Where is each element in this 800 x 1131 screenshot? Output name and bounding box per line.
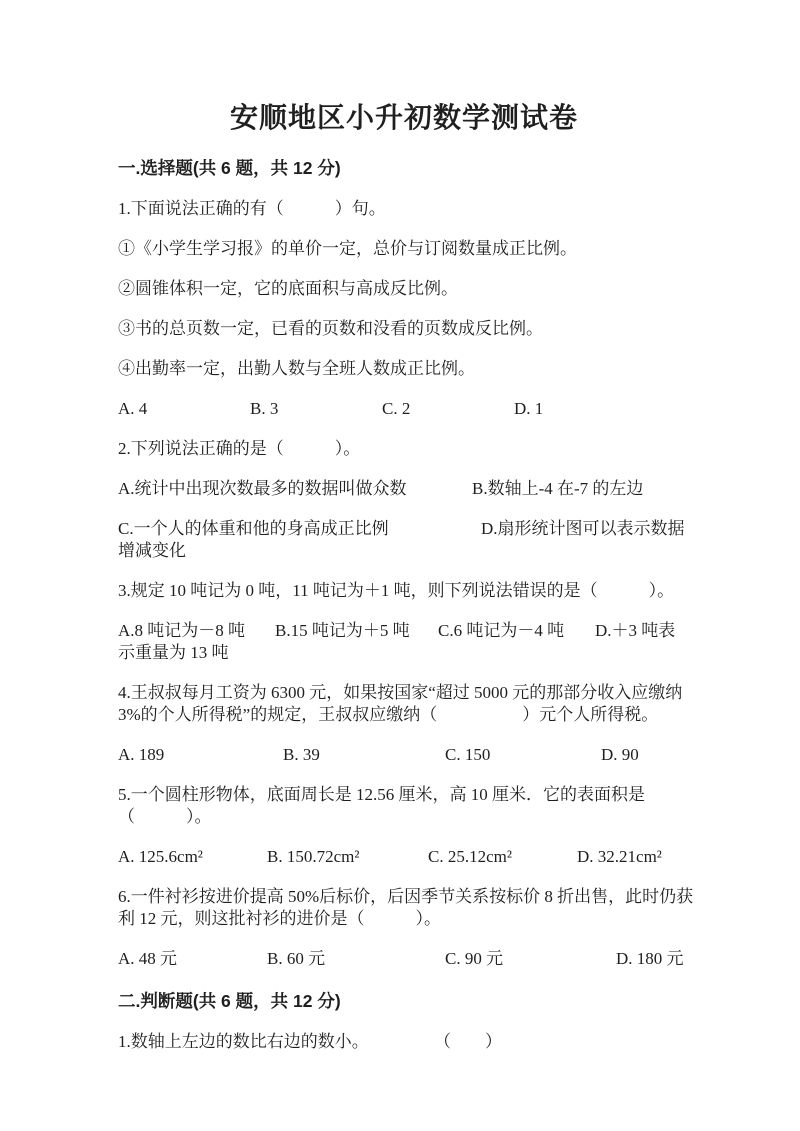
question-3-option-d-wrap: 示重量为 13 吨 [118, 643, 229, 662]
section-1-heading: 一.选择题(共 6 题，共 12 分) [118, 158, 341, 178]
option-c: C. 90 元 [445, 949, 504, 968]
option-b: B. 60 元 [267, 949, 326, 968]
judge-question-1-text: 1.数轴上左边的数比右边的数小。 [118, 1032, 369, 1051]
option-b: B.数轴上-4 在-7 的左边 [472, 479, 644, 498]
page-title: 安顺地区小升初数学测试卷 [229, 103, 578, 134]
question-6-text-line-1: 6.一件衬衫按进价提高 50%后标价，后因季节关系按标价 8 折出售，此时仍获 [118, 887, 694, 906]
question-4-options [118, 744, 690, 766]
option-c: C. 2 [382, 399, 411, 418]
question-1-statement-1: ①《小学生学习报》的单价一定，总价与订阅数量成正比例。 [118, 239, 577, 258]
option-d: D.＋3 吨表 [595, 621, 676, 640]
option-a: A. 4 [118, 399, 148, 418]
option-b: B. 39 [283, 745, 320, 764]
question-1-text: 1.下面说法正确的有（ ）句。 [118, 199, 386, 218]
option-a: A. 125.6cm² [118, 847, 203, 866]
option-b: B. 3 [250, 399, 279, 418]
question-1-statement-3: ③书的总页数一定，已看的页数和没看的页数成反比例。 [118, 319, 543, 338]
option-d: D. 180 元 [616, 949, 684, 968]
option-c: C. 150 [445, 745, 491, 764]
option-b: B. 150.72cm² [267, 847, 360, 866]
option-a: A.统计中出现次数最多的数据叫做众数 [118, 479, 407, 498]
question-3-options [118, 620, 690, 642]
question-2-option-d-wrap: 增减变化 [118, 541, 186, 560]
question-1-options [118, 398, 690, 420]
question-4-text-line-1: 4.王叔叔每月工资为 6300 元，如果按国家“超过 5000 元的那部分收入应缴纳 [118, 683, 683, 702]
option-c: C.6 吨记为－4 吨 [438, 621, 565, 640]
question-3-text: 3.规定 10 吨记为 0 吨，11 吨记为＋1 吨，则下列说法错误的是（ ）。 [118, 581, 675, 600]
option-d: D. 90 [601, 745, 639, 764]
question-2-text: 2.下列说法正确的是（ ）。 [118, 439, 361, 458]
question-5-text-line-1: 5.一个圆柱形物体，底面周长是 12.56 厘米，高 10 厘米．它的表面积是 [118, 785, 645, 804]
question-5-options [118, 846, 690, 868]
option-c: C.一个人的体重和他的身高成正比例 [118, 519, 389, 538]
question-5-text-line-2: （ ）。 [118, 807, 212, 826]
question-4-text-line-2: 3%的个人所得税”的规定，王叔叔应缴纳（ ）元个人所得税。 [118, 705, 659, 724]
option-d: D. 32.21cm² [577, 847, 662, 866]
option-c: C. 25.12cm² [428, 847, 512, 866]
question-6-text-line-2: 利 12 元，则这批衬衫的进价是（ ）。 [118, 909, 441, 928]
question-2-options-row-1 [118, 478, 690, 500]
question-1-statement-4: ④出勤率一定，出勤人数与全班人数成正比例。 [118, 359, 475, 378]
judge-question-1 [118, 1031, 690, 1053]
question-1-statement-2: ②圆锥体积一定，它的底面积与高成反比例。 [118, 279, 458, 298]
option-a: A. 48 元 [118, 949, 178, 968]
option-d: D. 1 [514, 399, 544, 418]
option-d: D.扇形统计图可以表示数据 [481, 519, 685, 538]
judge-question-1-answer-blank: （ ） [434, 1032, 502, 1051]
option-a: A. 189 [118, 745, 165, 764]
section-2-heading: 二.判断题(共 6 题，共 12 分) [118, 991, 341, 1011]
question-6-options [118, 948, 690, 970]
option-b: B.15 吨记为＋5 吨 [275, 621, 410, 640]
option-a: A.8 吨记为－8 吨 [118, 621, 246, 640]
question-2-options-row-2 [118, 518, 690, 540]
